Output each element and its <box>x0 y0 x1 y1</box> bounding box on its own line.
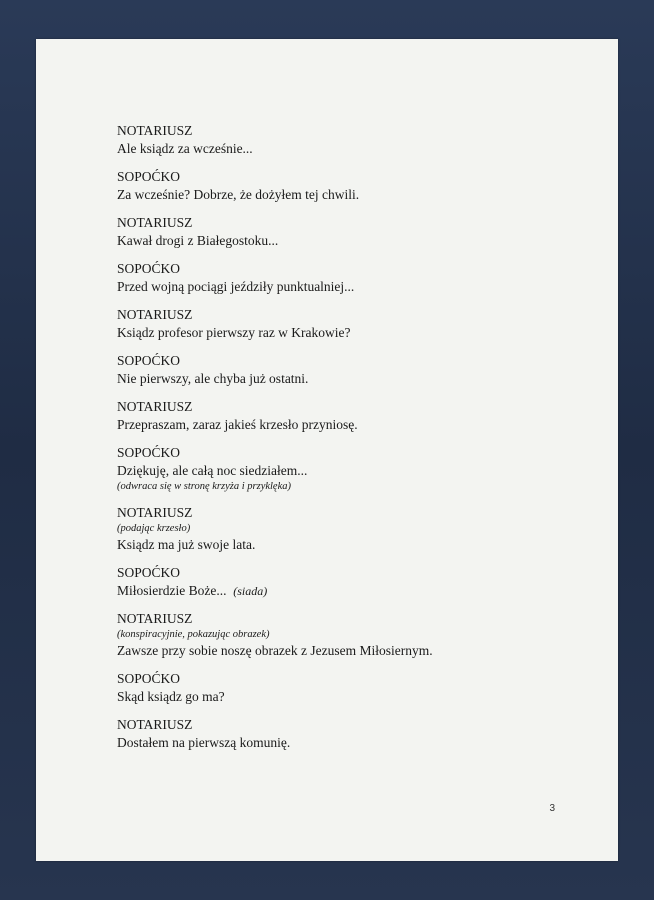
dialogue-block <box>117 564 587 600</box>
page-number: 3 <box>549 803 555 814</box>
dialogue-line: Kawał drogi z Białegostoku... <box>117 233 279 248</box>
document-page <box>36 39 618 861</box>
speaker-name: NOTARIUSZ <box>117 505 193 520</box>
dialogue-line: Ksiądz ma już swoje lata. <box>117 537 256 552</box>
stage-direction: (podając krzesło) <box>117 523 191 534</box>
speaker-name: NOTARIUSZ <box>117 123 193 138</box>
dialogue-line: Dziękuję, ale całą noc siedziałem... <box>117 463 308 478</box>
dialogue-line: Przed wojną pociągi jeździły punktualniej... <box>117 279 355 294</box>
dialogue-line: Dostałem na pierwszą komunię. <box>117 735 291 750</box>
dialogue-line: Za wcześnie? Dobrze, że dożyłem tej chwili. <box>117 187 360 202</box>
dialogue-block <box>117 352 587 388</box>
dialogue-block <box>117 444 587 494</box>
dialogue-line: Skąd ksiądz go ma? <box>117 689 225 704</box>
dialogue-line: Nie pierwszy, ale chyba już ostatni. <box>117 371 309 386</box>
dialogue-block <box>117 122 587 158</box>
stage-direction: (siada) <box>233 584 268 598</box>
speaker-name: NOTARIUSZ <box>117 399 193 414</box>
dialogue-line: Przepraszam, zaraz jakieś krzesło przyniosę. <box>117 417 358 432</box>
dialogue-line: Ksiądz profesor pierwszy raz w Krakowie? <box>117 325 351 340</box>
speaker-name: NOTARIUSZ <box>117 215 193 230</box>
speaker-name: SOPOĆKO <box>117 169 181 184</box>
dialogue-line: Zawsze przy sobie noszę obrazek z Jezusem Miłosiernym. <box>117 643 433 658</box>
speaker-name: NOTARIUSZ <box>117 717 193 732</box>
dialogue-block <box>117 716 587 752</box>
speaker-name: NOTARIUSZ <box>117 307 193 322</box>
dialogue-block <box>117 214 587 250</box>
script-text <box>117 122 587 752</box>
speaker-name: NOTARIUSZ <box>117 611 193 626</box>
dialogue-block <box>117 398 587 434</box>
speaker-name: SOPOĆKO <box>117 353 181 368</box>
dialogue-block <box>117 260 587 296</box>
dialogue-block <box>117 504 587 554</box>
dialogue-block <box>117 670 587 706</box>
stage-direction: (konspiracyjnie, pokazując obrazek) <box>117 629 270 640</box>
dialogue-block <box>117 168 587 204</box>
dialogue-line: Ale ksiądz za wcześnie... <box>117 141 253 156</box>
speaker-name: SOPOĆKO <box>117 261 181 276</box>
dialogue-line: Miłosierdzie Boże... <box>117 583 227 598</box>
speaker-name: SOPOĆKO <box>117 565 181 580</box>
dialogue-line-with-direction <box>117 582 587 600</box>
stage-direction: (odwraca się w stronę krzyża i przyklęka) <box>117 481 291 492</box>
dialogue-block <box>117 610 587 660</box>
speaker-name: SOPOĆKO <box>117 445 181 460</box>
speaker-name: SOPOĆKO <box>117 671 181 686</box>
dialogue-block <box>117 306 587 342</box>
